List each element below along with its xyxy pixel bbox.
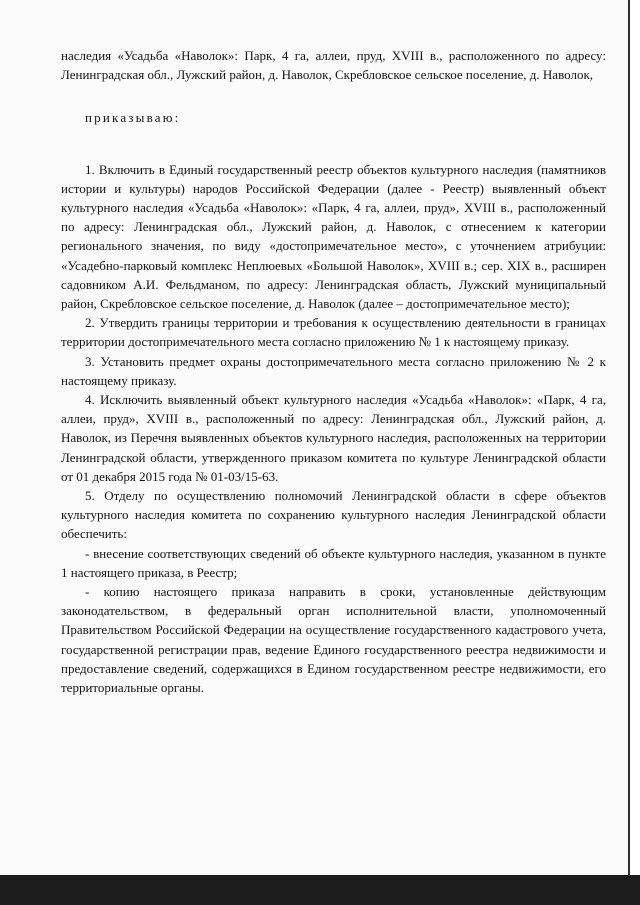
document-body: [61, 46, 606, 697]
subitem-1: - внесение соответствующих сведений об объекте культурного наследия, указанном в пункте 1 настоящего приказа, в Реестр;: [61, 545, 606, 580]
order-heading: приказываю:: [85, 110, 181, 126]
intro-paragraph: наследия «Усадьба «Наволок»: Парк, 4 га, аллеи, пруд, XVIII в., расположенного по адресу: Ленинградская обл., Лужский район, д. Наволок, Скребловское сельское поселение, д. Наволок,: [61, 48, 606, 83]
subitem-2: - копию настоящего приказа направить в сроки, установленные действующим законодательством, в федеральный орган исполнительной власти, уполномоченный Правительством Российской Федерации на осуществление государственного кадастрового учета, государственной регистрации прав, ведение Единого государственного реестра недвижимости и предоставление сведений, содержащихся в Едином государственном реестре недвижимости, его территориальные органы.: [61, 584, 606, 696]
item-5: 5. Отделу по осуществлению полномочий Ленинградской области в сфере объектов культурного наследия комитета по сохранению культурного наследия Ленинградской области обеспечить:: [61, 488, 606, 542]
scan-border: [0, 875, 640, 905]
item-2: 2. Утвердить границы территории и требования к осуществлению деятельности в границах территории достопримечательного места согласно приложению № 1 к настоящему приказу.: [61, 315, 606, 350]
item-3: 3. Установить предмет охраны достопримечательного места согласно приложению № 2 к настоящему приказу.: [61, 353, 606, 388]
item-1: 1. Включить в Единый государственный реестр объектов культурного наследия (памятников истории и культуры) народов Российской Федерации (далее - Реестр) выявленный объект культурного наследия «Усадьба «Наволок»: «Парк, 4 га, аллеи, пруд», XVIII в., расположенный по адресу: Ленинградская обл., Лужский район, д. Наволок, с отнесением к категории регионального значения, по виду «достопримечательное место», с уточнением атрибуции: «Усадебно-парковый комплекс Неплюевых «Большой Наволок», XVIII в.; сер. XIX в., расширен садовником А.И. Фельдманом, по адресу: Ленинградская область, Лужский муниципальный район, Скребловское сельское поселение, д. Наволок (далее – достопримечательное место);: [61, 161, 606, 312]
item-4: 4. Исключить выявленный объект культурного наследия «Усадьба «Наволок»: «Парк, 4 га, аллеи, пруд», XVIII в., расположенный по адресу: Ленинградская обл., Лужский район, д. Наволок, из Перечня выявленных объектов культурного наследия, расположенных на территории Ленинградской области, утвержденного приказом комитета по культуре Ленинградской области от 01 декабря 2015 года № 01-03/15-63.: [61, 392, 606, 484]
